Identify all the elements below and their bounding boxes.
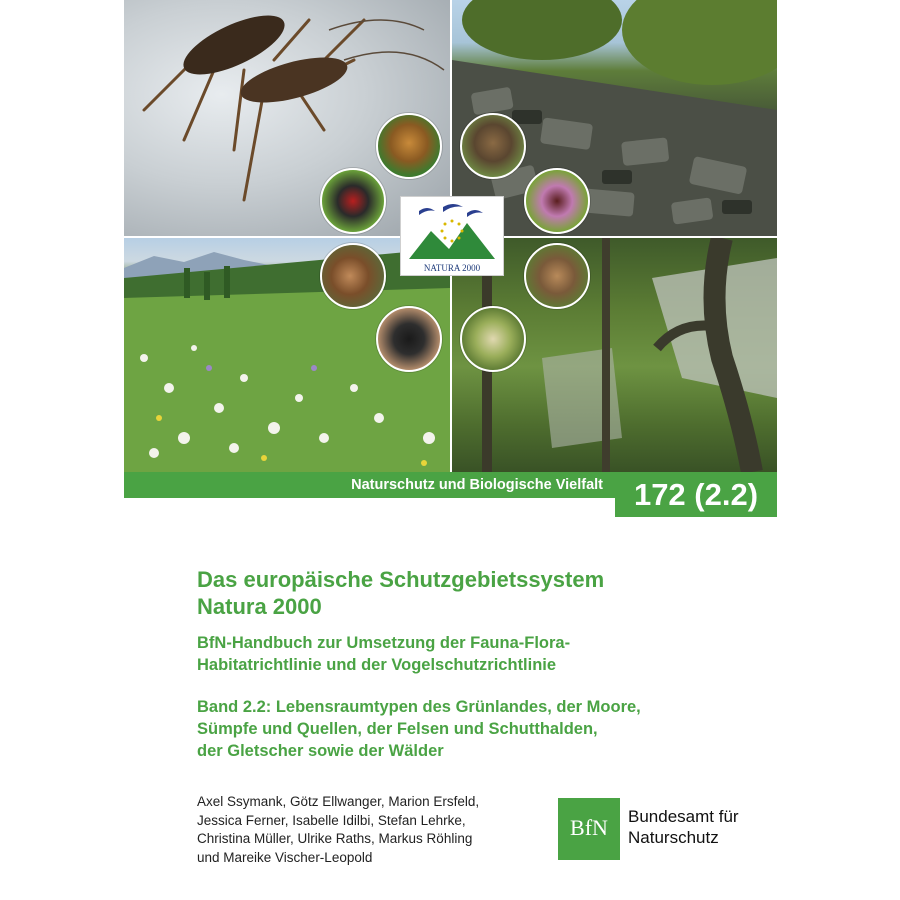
publisher-name-line: Naturschutz xyxy=(628,828,719,847)
dragonfly-icon xyxy=(460,306,526,372)
book-title-line: Das europäische Schutzgebietssystem xyxy=(197,567,605,592)
publisher-name-line: Bundesamt für xyxy=(628,807,739,826)
book-title xyxy=(197,566,757,620)
author-line: und Mareike Vischer-Leopold xyxy=(197,849,373,865)
series-band xyxy=(124,472,615,498)
logo-text: NATURA 2000 xyxy=(423,263,481,273)
book-subtitle xyxy=(197,632,757,676)
publisher-name xyxy=(628,806,739,848)
spider-icon xyxy=(376,306,442,372)
bfn-mark-text: BfN xyxy=(570,815,608,840)
bfn-mark xyxy=(558,798,620,860)
orchid-icon xyxy=(524,168,590,234)
publisher-logo xyxy=(558,798,777,860)
author-line: Axel Ssymank, Götz Ellwanger, Marion Ersfeld, xyxy=(197,794,480,809)
moth-icon xyxy=(524,243,590,309)
author-list xyxy=(197,793,527,867)
beetle-icon xyxy=(320,168,386,234)
book-cover xyxy=(124,0,777,900)
bee-icon xyxy=(376,113,442,179)
volume-description-line: der Gletscher sowie der Wälder xyxy=(197,742,444,760)
series-title: Naturschutz und Biologische Vielfalt xyxy=(351,477,603,493)
volume-number-box xyxy=(615,472,777,517)
natura-2000-logo xyxy=(400,196,504,276)
volume-description xyxy=(197,696,757,762)
volume-description-line: Band 2.2: Lebensraumtypen des Grünlandes, der Moore, xyxy=(197,698,641,716)
book-subtitle-line: BfN-Handbuch zur Umsetzung der Fauna-Flora- xyxy=(197,634,571,652)
volume-number: 172 (2.2) xyxy=(633,477,759,512)
author-line: Jessica Ferner, Isabelle Idilbi, Stefan Lehrke, xyxy=(197,812,466,828)
natura-2000-logo-graphic xyxy=(401,197,503,275)
photo-collage xyxy=(124,0,777,472)
author-line: Christina Müller, Ulrike Raths, Markus Röhling xyxy=(197,831,473,846)
volume-description-line: Sümpfe und Quellen, der Felsen und Schutthalden, xyxy=(197,720,598,738)
book-title-line: Natura 2000 xyxy=(197,594,322,619)
snail-icon xyxy=(320,243,386,309)
marmot-icon xyxy=(460,113,526,179)
book-subtitle-line: Habitatrichtlinie und der Vogelschutzrichtlinie xyxy=(197,656,557,674)
